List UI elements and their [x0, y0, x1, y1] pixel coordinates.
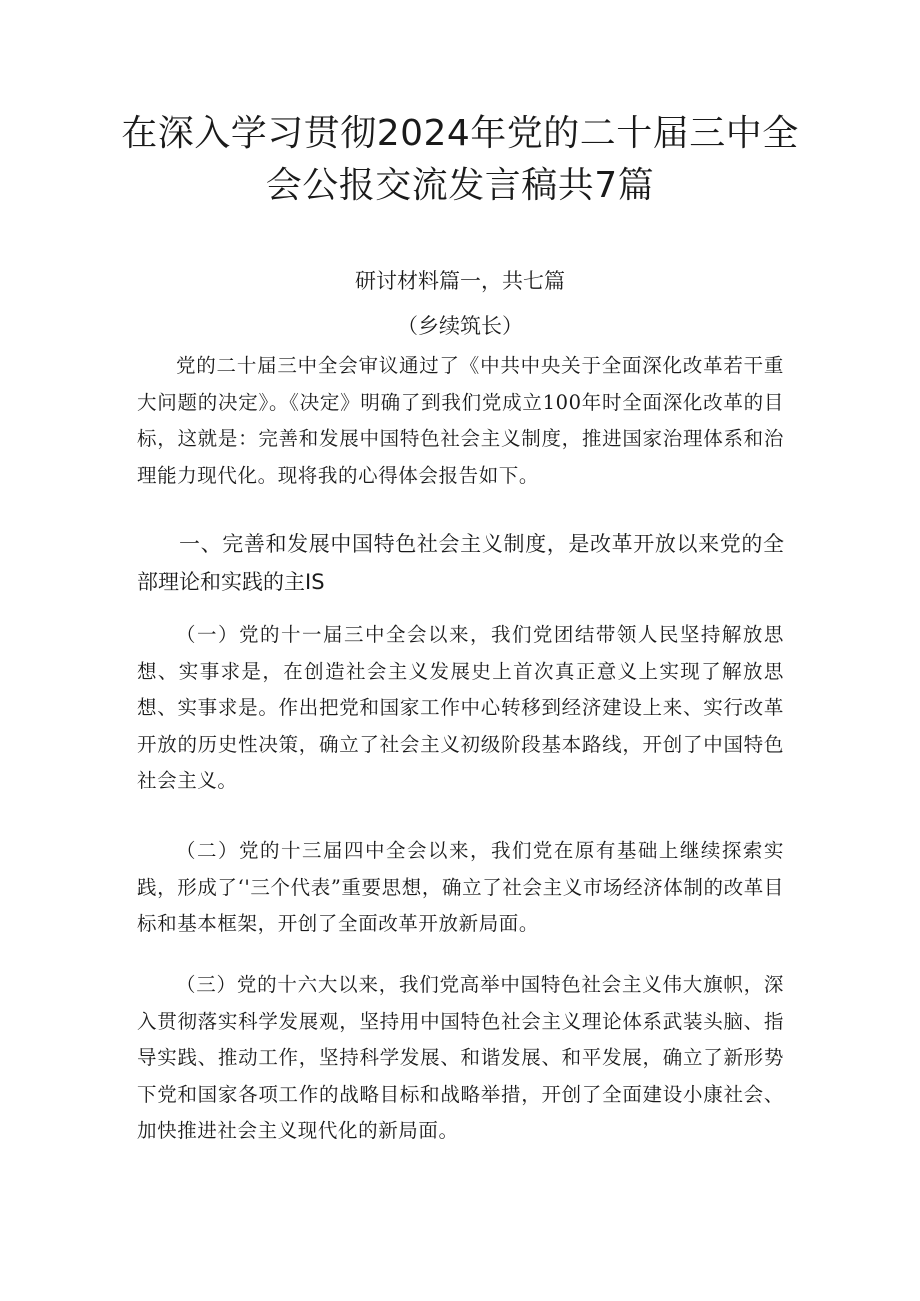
intro-paragraph: 党的二十届三中全会审议通过了《中共中央关于全面深化改革若干重大问题的决定》。《决定》明确了到我们党成立100年时全面深化改革的目标，这就是：完善和发展中国特色社会主义制度，推进国家治理体系和治理能力现代化。现将我的心得体会报告如下。 — [137, 354, 784, 487]
section-author: （乡续筑长） — [397, 314, 523, 338]
heading-one: 一、完善和发展中国特色社会主义制度，是改革开放以来党的全部理论和实践的主IS — [137, 532, 784, 594]
paragraph-item-three: （三）党的十六大以来，我们党高举中国特色社会主义伟大旗帜，深入贯彻落实科学发展观，坚持用中国特色社会主义理论体系武装头脑、指导实践、推动工作，坚持科学发展、和谐发展、和平发展，确立了新形势下党和国家各项工作的战略目标和战略举措，开创了全面建设小康社会、加快推进社会主义现代化的新局面。 — [137, 973, 784, 1142]
paragraph-item-two: （二）党的十三届四中全会以来，我们党在原有基础上继续探索实践，形成了‘'三个代表”重要思想，确立了社会主义市场经济体制的改革目标和基本框架，开创了全面改革开放新局面。 — [137, 839, 784, 935]
document-title: 在深入学习贯彻2024年党的二十届三中全会公报交流发言稿共7篇 — [121, 113, 799, 206]
section-title: 研讨材料篇一，共七篇 — [355, 269, 565, 293]
paragraph-item-one: （一）党的十一届三中全会以来，我们党团结带领人民坚持解放思想、实事求是，在创造社会主义发展史上首次真正意义上实现了解放思想、实事求是。作出把党和国家工作中心转移到经济建设上来、实行改革开放的历史性决策，确立了社会主义初级阶段基本路线，开创了中国特色社会主义。 — [137, 623, 784, 792]
